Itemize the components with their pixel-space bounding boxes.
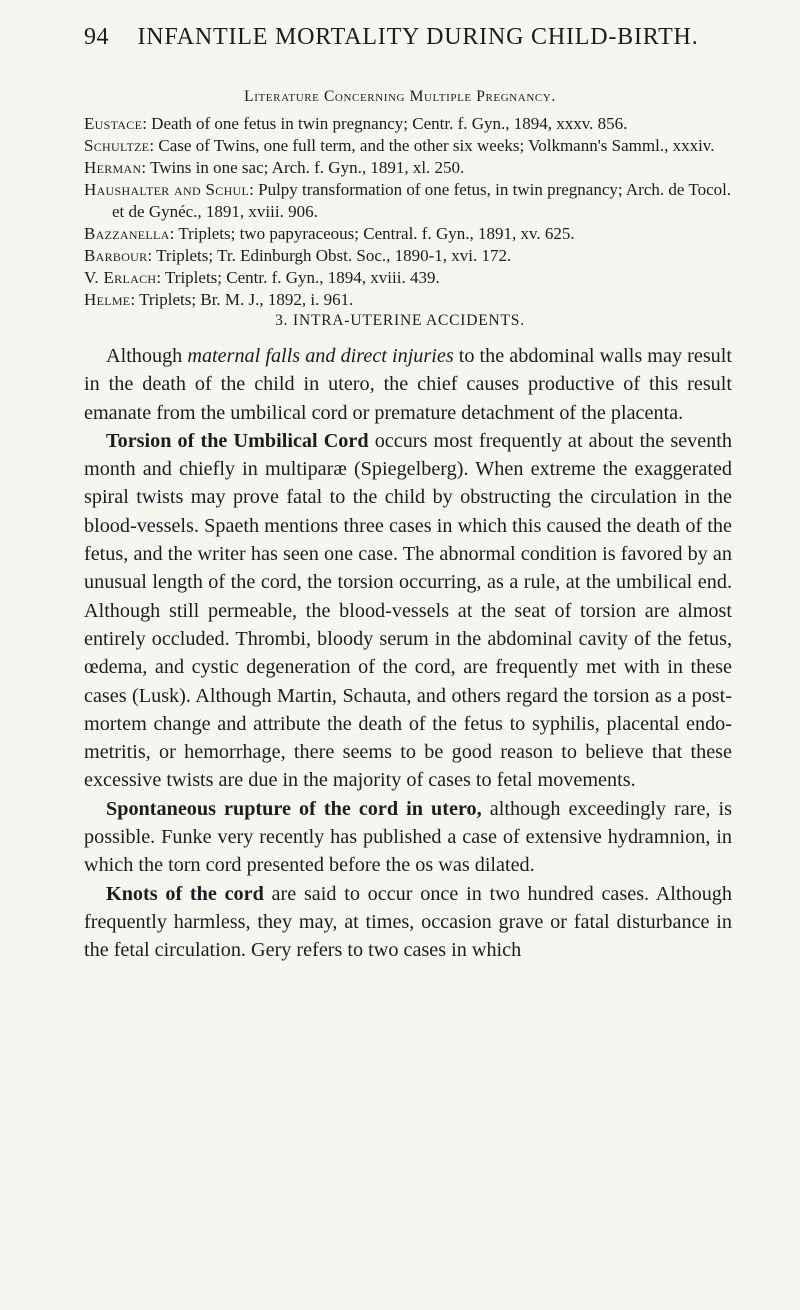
bold-term: Torsion of the Umbilical Cord — [106, 429, 369, 452]
text-run: are said to occur once in two hundred cases. Although frequently harmless, they may, at times, occasion grave or fatal disturbance in the fetal circulation. Gery refers to two cases in which — [84, 882, 732, 962]
paragraph-spontaneous-rupture — [84, 795, 732, 880]
paragraph-knots — [84, 880, 732, 965]
text-run: occurs most frequently at about the seventh month and chiefly in multiparæ (Spiegelberg). When extreme the exaggerated spiral twists may prove fatal to the child by obstructing the circulation in the blood-vessels. Spaeth mentions three cases in which this caused the death of the fetus, and the writer has seen one case. The abnormal condition is favored by an unusual length of the cord, the torsion occurring, as a rule, at the umbilical end. Although still permeable, the blood-vessels at the seat of torsion are almost entirely occluded. Thrombi, bloody serum in the abdominal cavity of the fetus, œdema, and cystic degeneration of the cord, are frequently met with in these cases (Lusk). Although Martin, Schauta, and others regard the torsion as a post-mortem change and attribute the death of the fetus to syphilis, placental endo-metritis, or hemorrhage, there seems to be good reason to believe that these excessive twists are due in the majority of cases to fetal movements. — [84, 429, 733, 792]
reference-author: Haushalter and Schul — [84, 180, 250, 199]
paragraph-torsion — [84, 427, 732, 795]
text-run: to the abdominal walls may result in the death of the child in utero, the chief causes productive of this result emanate from the umbilical cord or premature detachment of the placenta. — [84, 345, 732, 424]
running-head: INFANTILE MORTALITY DURING CHILD-BIRTH. — [137, 24, 699, 50]
reference-item — [84, 135, 732, 157]
reference-text: : Triplets; Tr. Edinburgh Obst. Soc., 1890-1, xvi. 172. — [147, 246, 512, 265]
reference-text: : Death of one fetus in twin pregnancy; Centr. f. Gyn., 1894, xxxv. 856. — [142, 114, 628, 133]
reference-author: V. Erlach — [84, 268, 157, 287]
body-text — [84, 342, 732, 965]
italic-phrase: maternal falls and direct injuries — [187, 345, 454, 367]
reference-item — [84, 223, 732, 245]
paragraph-maternal-injuries — [84, 342, 732, 427]
reference-text: : Twins in one sac; Arch. f. Gyn., 1891, xl. 250. — [141, 158, 465, 177]
reference-author: Barbour — [84, 246, 148, 265]
reference-list — [84, 113, 732, 311]
reference-item — [84, 179, 732, 223]
reference-author: Bazzanella — [84, 224, 170, 243]
text-run: Although — [106, 345, 188, 367]
reference-text: : Pulpy transformation of one fetus, in twin pregnancy; Arch. de Tocol. et de Gynéc., 1891, xviii. 906. — [112, 180, 732, 221]
reference-text: : Triplets; Centr. f. Gyn., 1894, xviii. 439. — [156, 268, 440, 287]
page-number: 94 — [84, 24, 109, 50]
reference-author: Helme — [84, 290, 131, 309]
reference-item — [84, 113, 732, 135]
reference-author: Eustace — [84, 114, 143, 133]
reference-item — [84, 289, 732, 311]
literature-heading: Literature Concerning Multiple Pregnancy. — [244, 88, 556, 105]
reference-text: : Triplets; Br. M. J., 1892, i. 961. — [130, 290, 354, 309]
bold-term: Knots of the cord — [106, 882, 264, 905]
text-run: although exceedingly rare, is possible. Funke very recently has published a case of extensive hydramnion, in which the torn cord presented before the os was dilated. — [84, 797, 732, 877]
reference-item — [84, 245, 732, 267]
reference-author: Schultze — [84, 136, 150, 155]
reference-author: Herman — [84, 158, 142, 177]
bold-term: Spontaneous rupture of the cord in utero, — [106, 797, 482, 820]
section-heading: 3. INTRA-UTERINE ACCIDENTS. — [275, 312, 525, 329]
reference-text: : Triplets; two papyraceous; Central. f. Gyn., 1891, xv. 625. — [169, 224, 575, 243]
reference-text: : Case of Twins, one full term, and the other six weeks; Volkmann's Samml., xxxiv. — [149, 136, 715, 155]
reference-item — [84, 267, 732, 289]
reference-item — [84, 157, 732, 179]
page-header — [84, 24, 730, 60]
